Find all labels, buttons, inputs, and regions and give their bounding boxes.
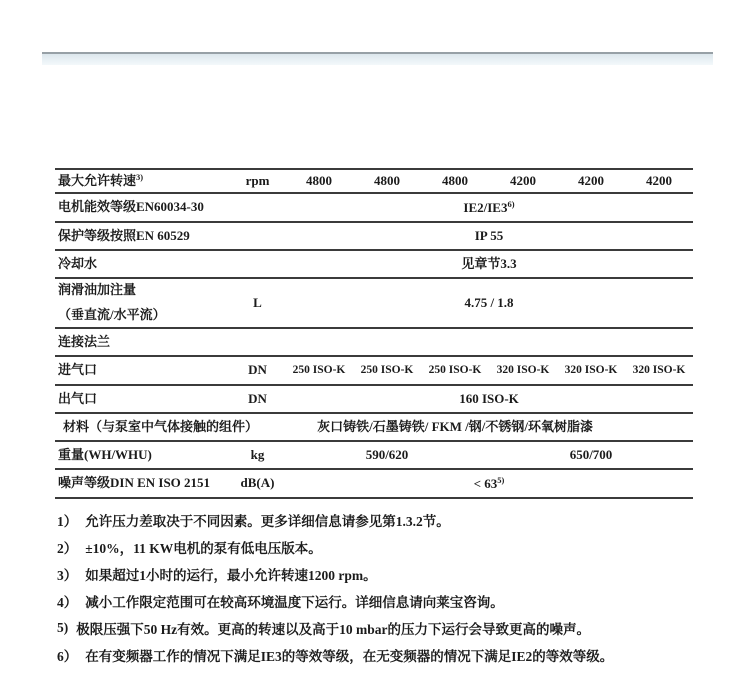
value-cell: 4200 bbox=[578, 172, 604, 188]
footnote-text: 极限压强下50 Hz有效。更高的转速以及高于10 mbar的压力下运行会导致更高的噪声。 bbox=[76, 621, 590, 637]
value-cell bbox=[285, 200, 693, 216]
value-cell: 见章节3.3 bbox=[461, 255, 517, 271]
value-cell-left: 590/620 bbox=[365, 446, 409, 462]
footnotes-list bbox=[57, 506, 722, 668]
value-text: IE2/IE3 bbox=[463, 199, 508, 215]
unit-cell: rpm bbox=[245, 172, 270, 188]
footnote-item bbox=[57, 587, 722, 614]
value-cell: IP 55 bbox=[474, 227, 504, 243]
footnote-text: ±10%，11 KW电机的泵有低电压版本。 bbox=[85, 540, 322, 556]
value-cell: 250 ISO-K bbox=[360, 363, 414, 376]
row-connection-flange bbox=[55, 329, 693, 357]
spec-table bbox=[55, 168, 693, 499]
unit-cell: DN bbox=[248, 390, 267, 406]
footnote-ref: 3) bbox=[136, 172, 144, 183]
value-cell: 4200 bbox=[646, 172, 672, 188]
row-protection-class bbox=[55, 223, 693, 251]
unit-cell: dB(A) bbox=[240, 475, 275, 491]
value-cell: 4800 bbox=[442, 172, 468, 188]
row-label: 冷却水 bbox=[58, 255, 98, 271]
footnote-number: 6） bbox=[57, 648, 78, 664]
unit-cell: DN bbox=[248, 362, 267, 378]
value-cell: 4800 bbox=[306, 172, 332, 188]
row-label: 材料（与泵室中气体接触的组件） bbox=[63, 418, 259, 434]
row-label-stack bbox=[58, 283, 230, 323]
footnote-item bbox=[57, 506, 722, 533]
unit-cell: kg bbox=[250, 446, 265, 462]
row-weight bbox=[55, 442, 693, 470]
footnote-number: 2） bbox=[57, 540, 78, 556]
row-label bbox=[55, 283, 230, 323]
row-materials bbox=[55, 414, 693, 442]
footnote-item bbox=[57, 641, 722, 668]
footnote-item bbox=[57, 533, 722, 560]
row-cooling-water bbox=[55, 251, 693, 279]
value-cell: 250 ISO-K bbox=[292, 363, 346, 376]
footnote-ref: 5) bbox=[497, 474, 505, 485]
row-max-speed bbox=[55, 170, 693, 194]
value-cell: 4200 bbox=[510, 172, 536, 188]
value-text: < 63 bbox=[473, 475, 498, 491]
row-motor-efficiency bbox=[55, 194, 693, 223]
row-oil-fill-quantity bbox=[55, 279, 693, 329]
decorative-gradient-bar bbox=[42, 52, 713, 65]
footnote-text: 在有变频器工作的情况下满足IE3的等效等级，在无变频器的情况下满足IE2的等效等级。 bbox=[85, 648, 614, 664]
footnote-number: 5) bbox=[57, 619, 69, 635]
row-label: 电机能效等级EN60034-30 bbox=[58, 199, 204, 215]
footnote-ref: 6) bbox=[507, 198, 515, 209]
footnote-text: 如果超过1小时的运行，最小允许转速1200 rpm。 bbox=[85, 567, 377, 583]
footnote-item bbox=[57, 560, 722, 587]
row-label bbox=[55, 173, 230, 189]
value-cell: 灰口铸铁/石墨铸铁/ FKM /钢/不锈钢/环氧树脂漆 bbox=[317, 418, 593, 434]
footnote-number: 4） bbox=[57, 594, 78, 610]
row-label: 重量(WH/WHU) bbox=[58, 446, 152, 462]
footnote-number: 3） bbox=[57, 567, 78, 583]
row-noise-level bbox=[55, 470, 693, 499]
value-cell: 320 ISO-K bbox=[632, 363, 686, 376]
footnote-text: 允许压力差取决于不同因素。更多详细信息请参见第1.3.2节。 bbox=[85, 513, 450, 529]
row-label-line1: 润滑油加注量 bbox=[58, 282, 137, 297]
row-inlet-port bbox=[55, 357, 693, 386]
value-cell: 250 ISO-K bbox=[428, 363, 482, 376]
row-label: 连接法兰 bbox=[58, 333, 111, 349]
value-cell: 160 ISO-K bbox=[459, 390, 519, 406]
row-label: 噪声等级DIN EN ISO 2151 bbox=[58, 475, 211, 491]
value-cell: 320 ISO-K bbox=[496, 363, 550, 376]
value-cell: 4.75 / 1.8 bbox=[464, 294, 514, 310]
row-label: 保护等级按照EN 60529 bbox=[58, 227, 190, 243]
value-cell: 320 ISO-K bbox=[564, 363, 618, 376]
row-label: 进气口 bbox=[58, 362, 98, 378]
row-label: 出气口 bbox=[58, 390, 98, 406]
value-cell: 4800 bbox=[374, 172, 400, 188]
footnote-number: 1） bbox=[57, 513, 78, 529]
footnote-item bbox=[57, 614, 722, 641]
value-cell-right: 650/700 bbox=[569, 446, 613, 462]
row-label-line2: （垂直流/水平流） bbox=[58, 307, 166, 323]
unit-cell: L bbox=[253, 294, 262, 310]
footnote-text: 减小工作限定范围可在较高环境温度下运行。详细信息请向莱宝咨询。 bbox=[85, 594, 504, 610]
value-cell bbox=[285, 476, 693, 492]
row-label-text: 最大允许转速 bbox=[58, 173, 137, 189]
row-outlet-port bbox=[55, 386, 693, 414]
